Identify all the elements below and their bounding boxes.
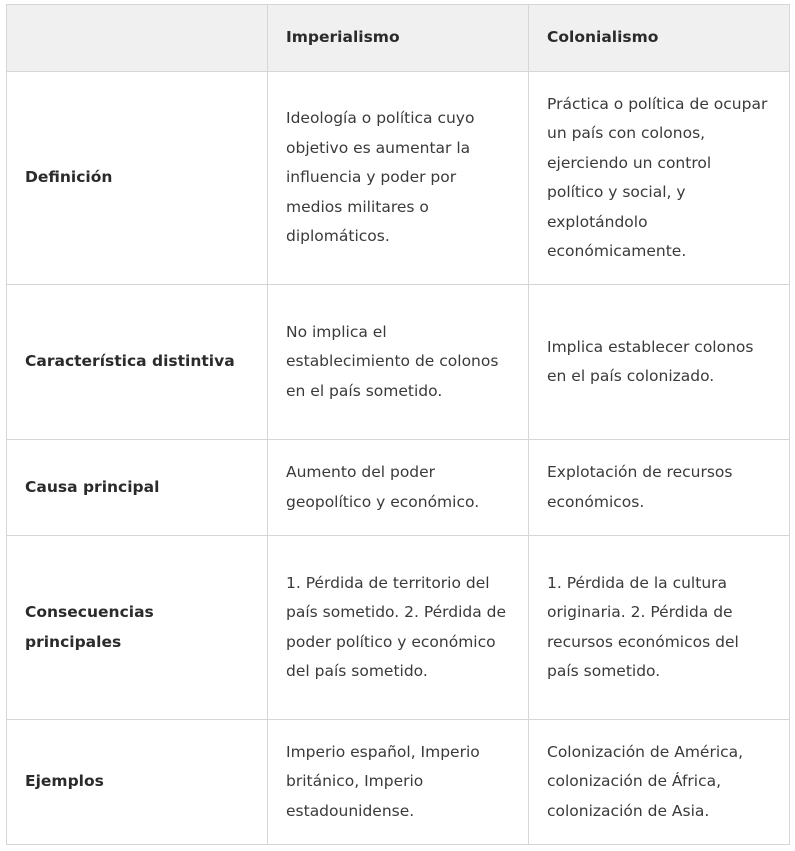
imperialismo-cell: Aumento del poder geopolítico y económico. [268,440,529,536]
imperialismo-cell: No implica el establecimiento de colonos en el país sometido. [268,285,529,440]
header-imperialismo: Imperialismo [268,5,529,72]
row-label: Característica distintiva [7,285,268,440]
table-row [7,536,790,720]
colonialismo-cell: Práctica o política de ocupar un país con colonos, ejerciendo un control político y social, y explotándolo económicamente. [529,72,790,285]
header-row [7,5,790,72]
table-row [7,285,790,440]
table-row [7,440,790,536]
row-label: Causa principal [7,440,268,536]
table-row [7,720,790,845]
row-label: Ejemplos [7,720,268,845]
row-label: Consecuencias principales [7,536,268,720]
row-label: Definición [7,72,268,285]
imperialismo-cell: 1. Pérdida de territorio del país sometido. 2. Pérdida de poder político y económico del país sometido. [268,536,529,720]
colonialismo-cell: Explotación de recursos económicos. [529,440,790,536]
colonialismo-cell: Implica establecer colonos en el país colonizado. [529,285,790,440]
comparison-table [6,4,790,845]
header-empty-cell [7,5,268,72]
colonialismo-cell: 1. Pérdida de la cultura originaria. 2. Pérdida de recursos económicos del país sometido. [529,536,790,720]
colonialismo-cell: Colonización de América, colonización de África, colonización de Asia. [529,720,790,845]
table-row [7,72,790,285]
imperialismo-cell: Imperio español, Imperio británico, Imperio estadounidense. [268,720,529,845]
imperialismo-cell: Ideología o política cuyo objetivo es aumentar la influencia y poder por medios militares o diplomáticos. [268,72,529,285]
header-colonialismo: Colonialismo [529,5,790,72]
